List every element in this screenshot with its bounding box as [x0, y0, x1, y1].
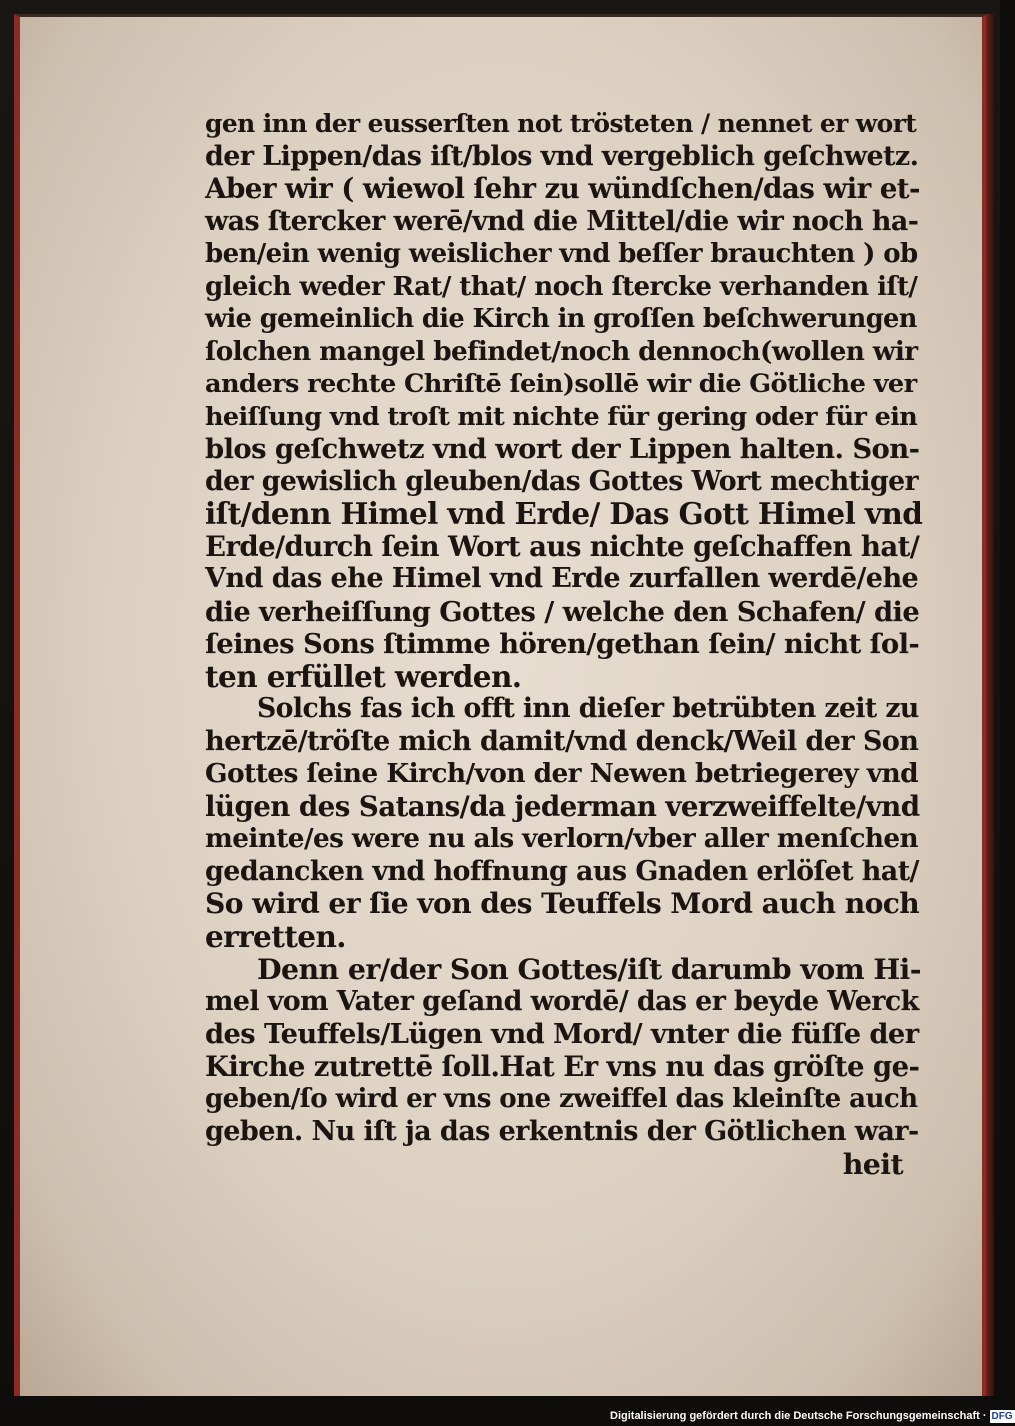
digitization-credit	[610, 1407, 1015, 1425]
text-line: des Teuffels/Lügen vnd Mord/ vnter die füſſe der	[205, 1018, 919, 1050]
text-line: ſolchen mangel befindet/noch dennoch(wollen wir	[205, 335, 918, 367]
text-line: iſt/denn Himel vnd Erde/ Das Gott Himel vnd	[205, 496, 923, 531]
text-line: ſeines Sons ſtimme hören/gethan ſein/ nicht ſol-	[205, 628, 920, 660]
text-line: die verheiſſung Gottes / welche den Schafen/ die	[205, 595, 920, 628]
text-line: Aber wir ( wiewol ſehr zu wündſchen/das wir et-	[205, 172, 920, 205]
page-text	[205, 108, 925, 1181]
text-line: gedancken vnd hoffnung aus Gnaden erlöſet hat/	[205, 855, 919, 887]
text-line: Vnd das ehe Himel vnd Erde zurfallen werdē/ehe	[205, 563, 919, 594]
text-line: hertzē/tröſte mich damit/vnd denck/Weil der Son	[205, 725, 919, 757]
text-line: gen inn der eusserſten not trösteten / nennet er wort	[205, 109, 917, 138]
text-line: anders rechte Chriſtē ſein)sollē wir die Götliche ver	[205, 369, 917, 399]
text-line: blos geſchwetz vnd wort der Lippen halten. Son-	[205, 433, 920, 465]
catchword: heit	[842, 1147, 903, 1181]
text-line: Gottes ſeine Kirch/von der Newen betriegerey vnd	[205, 758, 918, 789]
text-line: gleich weder Rat/ that/ noch ſtercke verhanden iſt/	[205, 271, 918, 302]
credit-text: Digitalisierung gefördert durch die Deutsche Forschungsgemeinschaft ·	[610, 1410, 987, 1422]
page-edge	[986, 14, 994, 1396]
text-line: ten erfüllet werden.	[205, 658, 522, 694]
text-line: geben/ſo wird er vns one zweiffel das kleinſte auch	[205, 1083, 918, 1114]
dfg-logo: DFG	[991, 1410, 1013, 1422]
text-line: wie gemeinlich die Kirch in groſſen beſchwerungen	[205, 304, 917, 334]
text-line: ben/ein wenig weislicher vnd beſſer brauchten ) ob	[205, 239, 918, 269]
text-line: der Lippen/das iſt/blos vnd vergeblich geſchwetz.	[205, 140, 919, 172]
text-line: Solchs fas ich offt inn dieſer betrübten zeit zu	[257, 693, 919, 724]
text-line: der gewislich gleuben/das Gottes Wort mechtiger	[205, 465, 919, 497]
text-line: Kirche zutrettē ſoll.Hat Er vns nu das gröſte ge-	[205, 1049, 920, 1083]
text-line: geben. Nu iſt ja das erkentnis der Götlichen war-	[205, 1115, 919, 1147]
text-line: Denn er/der Son Gottes/iſt darumb vom Hi-	[257, 952, 921, 986]
text-line: erretten.	[205, 918, 346, 954]
text-line: Erde/durch ſein Wort aus nichte geſchaffen hat/	[205, 529, 920, 563]
text-line: was ſtercker werē/vnd die Mittel/die wir noch ha-	[205, 205, 919, 237]
text-line: heiſſung vnd troſt mit nichte für gering oder für ein	[205, 401, 918, 432]
text-line: So wird er ſie von des Teuffels Mord auch noch	[205, 887, 920, 920]
text-line: lügen des Satans/da jederman verzweiffelte/vnd	[205, 789, 920, 823]
text-line: mel vom Vater geſand wordē/ das er beyde Werck	[205, 985, 919, 1017]
text-line: meinte/es were nu als verlorn/vber aller menſchen	[205, 823, 919, 854]
